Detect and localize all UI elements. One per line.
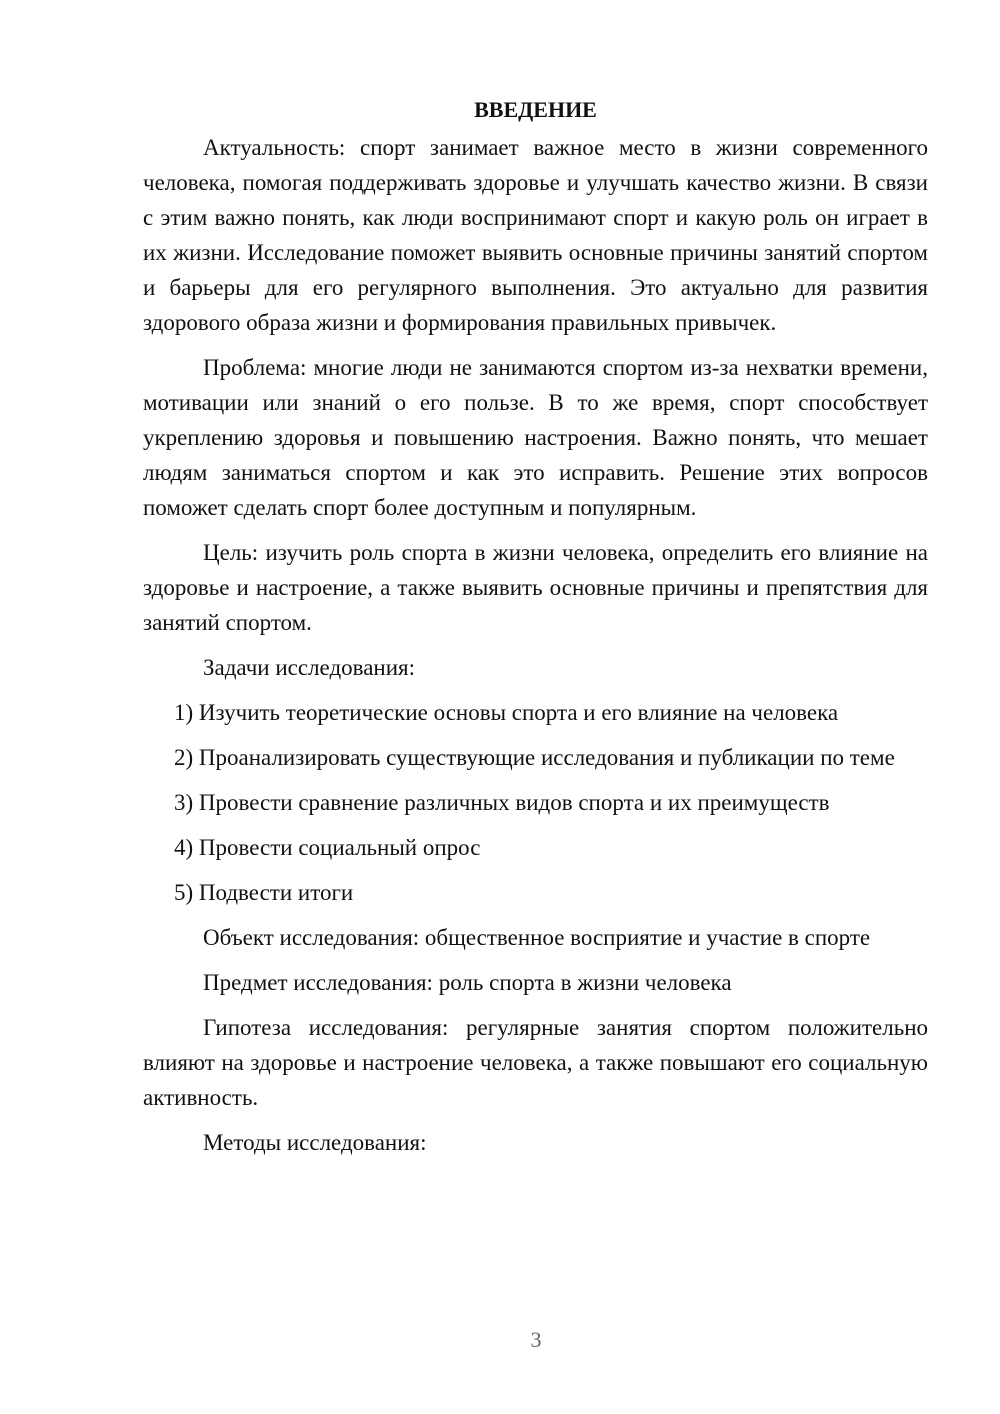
tasks-title: Задачи исследования:	[203, 655, 416, 680]
section-heading: ВВЕДЕНИЕ	[474, 97, 597, 122]
relevance-paragraph: Актуальность: спорт занимает важное место в жизни современного человека, помогая поддерживать здоровье и улучшать качество жизни. В связи с этим важно понять, как люди воспринимают спорт и какую роль он играет в их жизни. Исследование поможет выявить основные причины занятий спортом и барьеры для его регулярного выполнения. Это актуально для развития здорового образа жизни и формирования правильных привычек.	[143, 135, 928, 335]
research-subject: Предмет исследования: роль спорта в жизни человека	[203, 970, 732, 995]
task-item: 3) Провести сравнение различных видов спорта и их преимуществ	[174, 790, 830, 815]
problem-paragraph: Проблема: многие люди не занимаются спортом из-за нехватки времени, мотивации или знаний о его пользе. В то же время, спорт способствует укреплению здоровья и повышению настроения. Важно понять, что мешает людям заниматься спортом и как это исправить. Решение этих вопросов поможет сделать спорт более доступным и популярным.	[143, 355, 928, 520]
page-content	[143, 92, 928, 1170]
hypothesis-paragraph: Гипотеза исследования: регулярные занятия спортом положительно влияют на здоровье и настроение человека, а также повышают его социальную активность.	[143, 1015, 928, 1110]
task-item: 4) Провести социальный опрос	[174, 835, 481, 860]
methods-title: Методы исследования:	[203, 1130, 427, 1155]
goal-paragraph: Цель: изучить роль спорта в жизни человека, определить его влияние на здоровье и настроение, а также выявить основные причины и препятствия для занятий спортом.	[143, 540, 928, 635]
task-item: 1) Изучить теоретические основы спорта и его влияние на человека	[174, 700, 839, 725]
page-number: 3	[530, 1327, 542, 1352]
task-item: 2) Проанализировать существующие исследования и публикации по теме	[174, 745, 895, 770]
task-item: 5) Подвести итоги	[174, 880, 354, 905]
research-object: Объект исследования: общественное восприятие и участие в спорте	[203, 925, 871, 950]
